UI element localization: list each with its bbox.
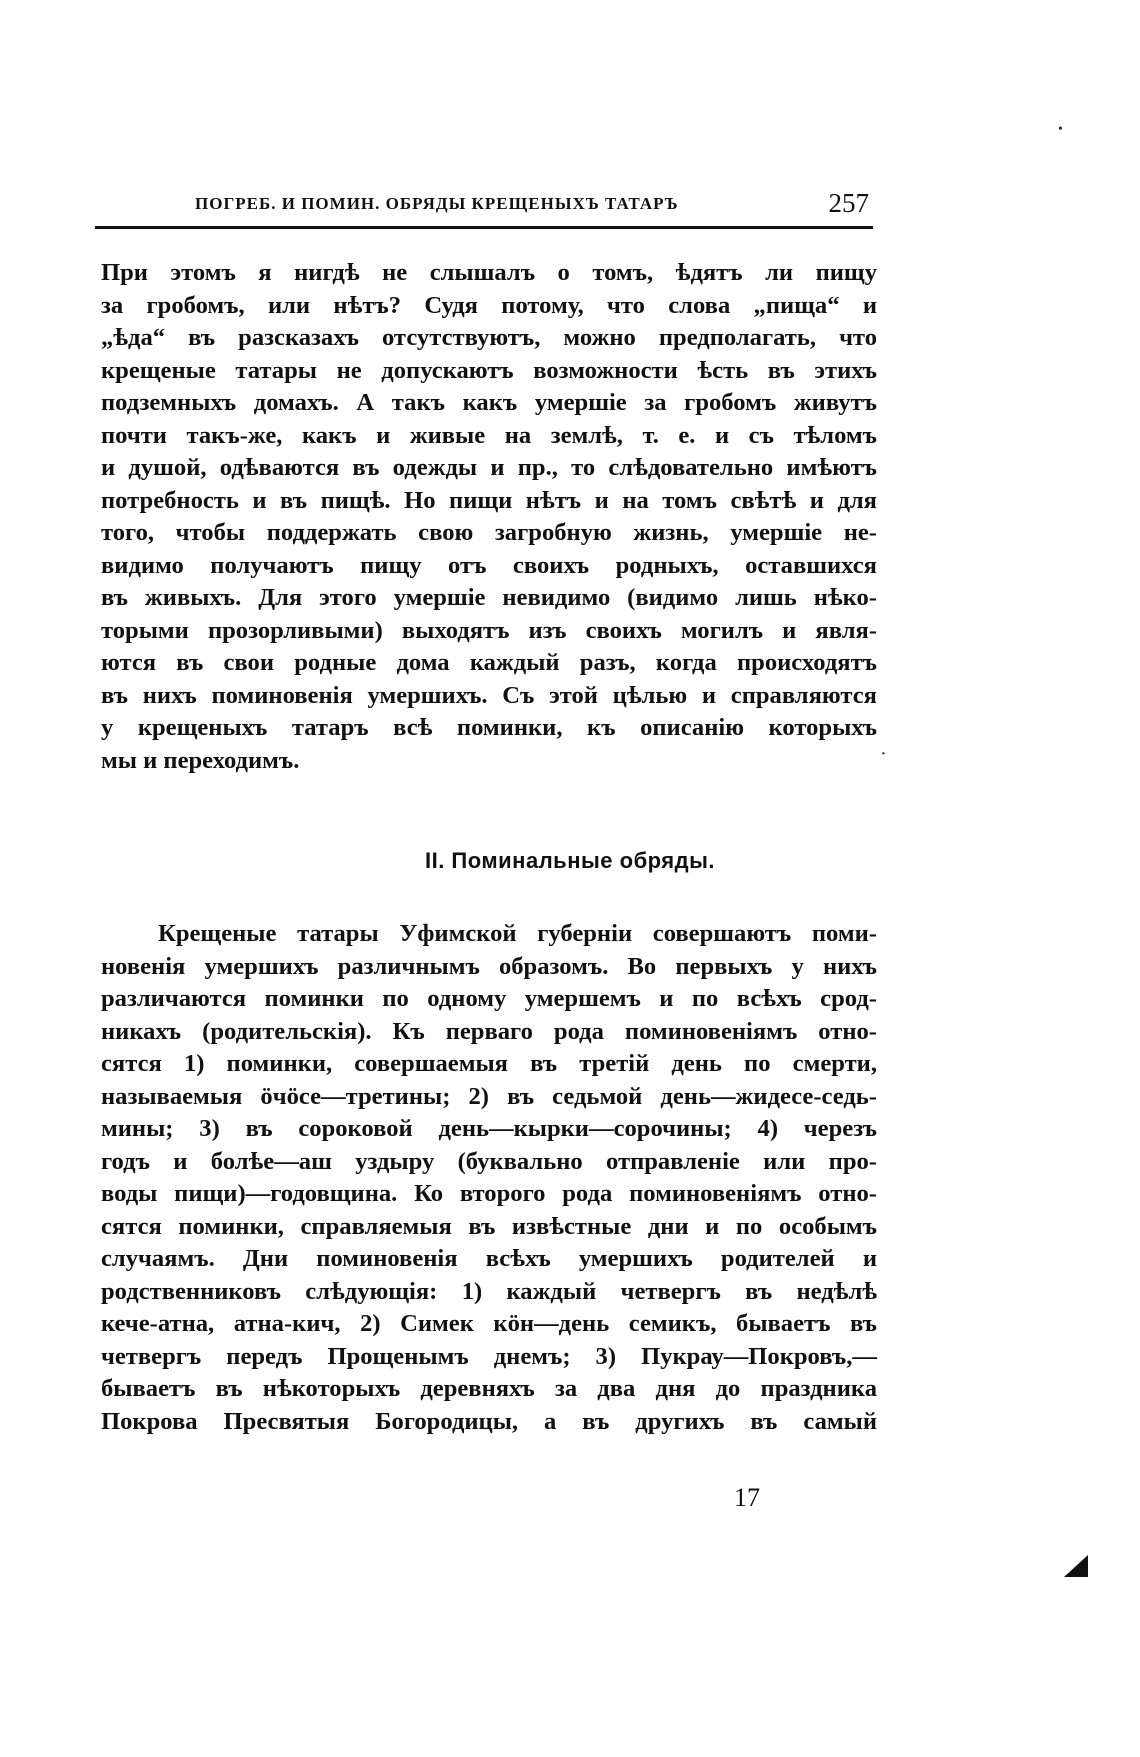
- text-line: случаямъ. Дни поминовенія всѣхъ умершихъ родителей и: [101, 1245, 877, 1272]
- text-line: никахъ (родительскія). Къ перваго рода поминовеніямъ отно-: [101, 1017, 877, 1045]
- text-line: сятся поминки, справляемыя въ извѣстные дни и по особымъ: [101, 1212, 877, 1240]
- page-header: [97, 188, 873, 222]
- text-line: „ѣда“ въ разсказахъ отсутствуютъ, можно предполагать, что: [101, 324, 877, 351]
- text-line: у крещеныхъ татаръ всѣ поминки, къ описанію которыхъ: [101, 714, 877, 741]
- section-heading: II. Поминальные обряды.: [424, 848, 716, 873]
- text-line: потребность и въ пищѣ. Но пищи нѣтъ и на томъ свѣтѣ и для: [101, 486, 877, 514]
- text-line: При этомъ я нигдѣ не слышалъ о томъ, ѣдятъ ли пищу: [101, 259, 877, 286]
- text-line: сятся 1) поминки, совершаемыя въ третій день по смерти,: [101, 1050, 877, 1077]
- header-rule: [95, 226, 873, 229]
- text-line: называемыя ӧчӧсе—третины; 2) въ седьмой день—жидесе-седь-: [101, 1082, 877, 1110]
- text-line: подземныхъ домахъ. А такъ какъ умершіе за гробомъ живутъ: [101, 389, 877, 416]
- text-line: за гробомъ, или нѣтъ? Судя потому, что слова „пища“ и: [101, 291, 877, 319]
- text-line: новенія умершихъ различнымъ образомъ. Во первыхъ у нихъ: [101, 952, 877, 980]
- text-line: годъ и болѣе—аш уздыру (буквально отправленіе или про-: [101, 1147, 877, 1175]
- paragraph-1: [101, 257, 877, 777]
- text-line: бываетъ въ нѣкоторыхъ деревняхъ за два дня до праздника: [101, 1375, 877, 1402]
- text-line: четвергъ передъ Прощенымъ днемъ; 3) Пукрау—Покровъ,—: [101, 1342, 877, 1370]
- stray-dot-mark: •: [1058, 122, 1063, 137]
- text-line: видимо получаютъ пищу отъ своихъ родныхъ, оставшихся: [101, 551, 877, 579]
- page-number: 257: [828, 188, 869, 218]
- text-line: торыми прозорливыми) выходятъ изъ своихъ могилъ и явля-: [101, 616, 877, 644]
- text-line: въ живыхъ. Для этого умершіе невидимо (видимо лишь нѣко-: [101, 584, 877, 611]
- paragraph-2: [101, 918, 877, 1438]
- text-line: въ нихъ поминовенія умершихъ. Съ этой цѣлью и справляются: [101, 681, 877, 709]
- text-line: воды пищи)—годовщина. Ко второго рода поминовеніямъ отно-: [101, 1180, 877, 1207]
- corner-smudge-icon: [1062, 1553, 1090, 1579]
- text-line: крещеные татары не допускаютъ возможности ѣсть въ этихъ: [101, 356, 877, 384]
- text-line: различаются поминки по одному умершемъ и по всѣхъ срод-: [101, 985, 877, 1012]
- margin-dot-mark: ·: [880, 743, 887, 765]
- text-line: кече-атна, атна-кич, 2) Симек кӧн—день семикъ, бываетъ въ: [101, 1310, 877, 1337]
- text-line: Покрова Пресвятыя Богородицы, а въ другихъ въ самый: [101, 1407, 877, 1435]
- running-title: ПОГРЕБ. И ПОМИН. ОБРЯДЫ КРЕЩЕНЫХЪ ТАТАРЪ: [195, 194, 679, 213]
- text-line: того, чтобы поддержать свою загробную жизнь, умершіе не-: [101, 519, 877, 546]
- text-line: ются въ свои родные дома каждый разъ, когда происходятъ: [101, 649, 877, 676]
- text-line: мы и переходимъ.: [101, 746, 300, 774]
- signature-mark: 17: [734, 1483, 760, 1512]
- text-line: мины; 3) въ сороковой день—кырки—сорочины; 4) черезъ: [101, 1115, 877, 1142]
- text-line: Крещеные татары Уфимской губерніи совершаютъ поми-: [158, 920, 877, 947]
- text-line: и душой, одѣваются въ одежды и пр., то слѣдовательно имѣютъ: [101, 454, 877, 481]
- text-line: почти такъ-же, какъ и живые на землѣ, т. е. и съ тѣломъ: [101, 421, 877, 449]
- text-line: родственниковъ слѣдующія: 1) каждый четвергъ въ недѣлѣ: [101, 1277, 877, 1305]
